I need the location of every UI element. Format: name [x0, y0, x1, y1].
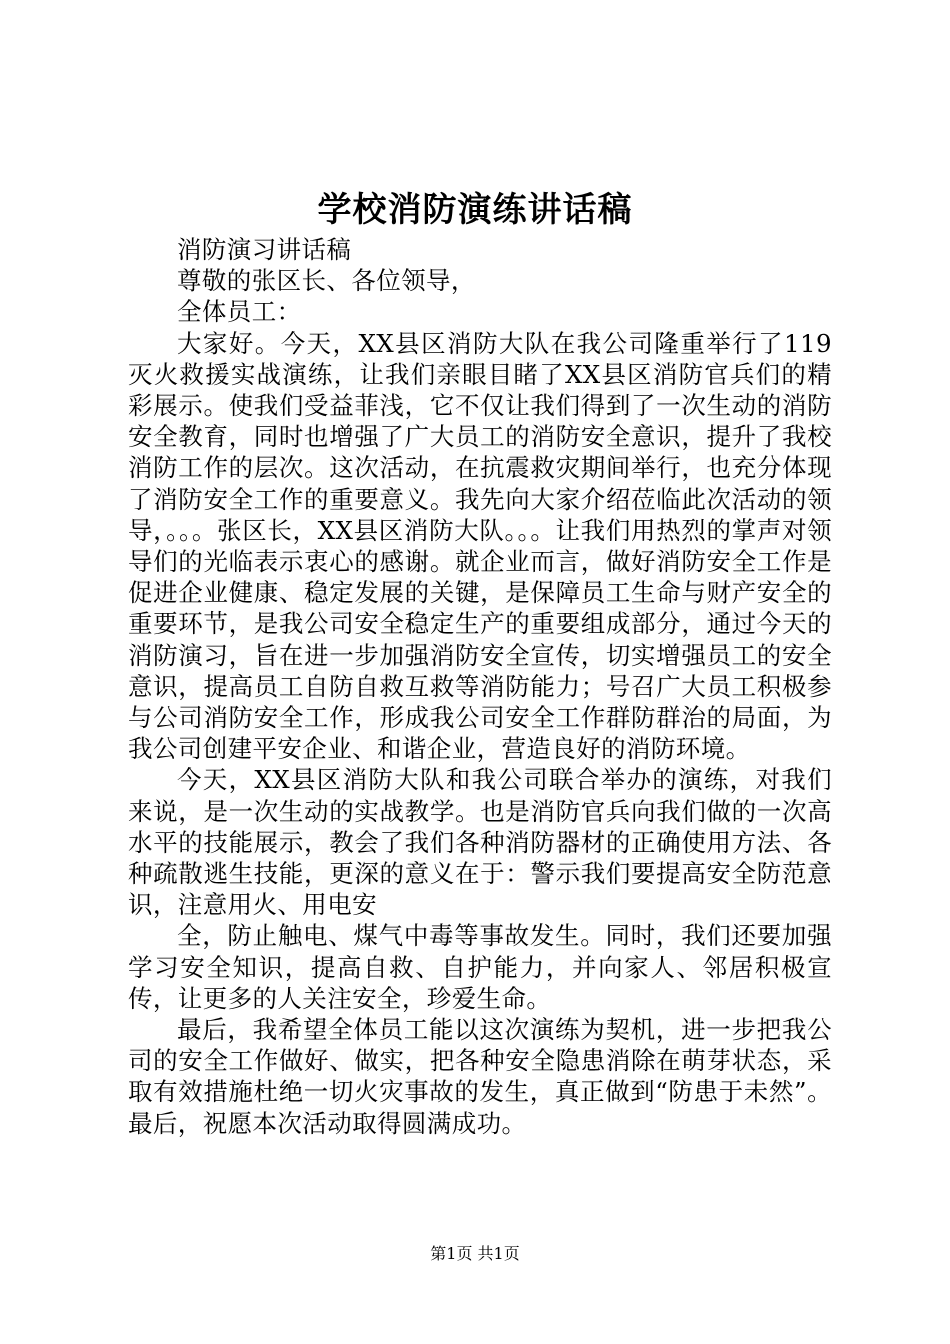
- body-paragraph: 全，防止触电、煤气中毒等事故发生。同时，我们还要加强学习安全知识，提高自救、自护能力，并向家人、邻居积极宣传，让更多的人关注安全，珍爱生命。: [128, 921, 832, 1013]
- body-paragraph: 最后，我希望全体员工能以这次演练为契机，进一步把我公司的安全工作做好、做实，把各种安全隐患消除在萌芽状态，采取有效措施杜绝一切火灾事故的发生，真正做到“防患于未然”。最后，祝愿本次活动取得圆满成功。: [128, 1015, 832, 1138]
- page-number-footer: 第1页 共1页: [430, 1244, 520, 1263]
- document-body: [128, 234, 832, 1139]
- speech-heading: 消防演习讲话稿: [177, 235, 352, 264]
- page-title: 学校消防演练讲话稿: [317, 190, 633, 230]
- body-paragraph: 大家好。今天，XX县区消防大队在我公司隆重举行了119灭火救援实战演练，让我们亲眼目睹了XX县区消防官兵们的精彩展示。使我们受益菲浅，它不仅让我们得到了一次生动的消防安全教育，同时也增强了广大员工的消防安全意识，提升了我校消防工作的层次。这次活动，在抗震救灾期间举行，也充分体现了消防安全工作的重要意义。我先向大家介绍莅临此次活动的领导，。。。张区长，XX县区消防大队。。。让我们用热烈的掌声对领导们的光临表示衷心的感谢。就企业而言，做好消防安全工作是促进企业健康、稳定发展的关键，是保障员工生命与财产安全的重要环节，是我公司安全稳定生产的重要组成部分，通过今天的消防演习，旨在进一步加强消防安全宣传，切实增强员工的安全意识，提高员工自防自救互救等消防能力；号召广大员工积极参与公司消防安全工作，形成我公司安全工作群防群治的局面，为我公司创建平安企业、和谐企业，营造良好的消防环境。: [128, 328, 832, 764]
- salutation-staff: 全体员工：: [177, 297, 302, 327]
- body-paragraph: 今天，XX县区消防大队和我公司联合举办的演练，对我们来说，是一次生动的实战教学。也是消防官兵向我们做的一次高水平的技能展示，教会了我们各种消防器材的正确使用方法、各种疏散逃生技能，更深的意义在于：警示我们要提高安全防范意识，注意用火、用电安: [128, 765, 832, 920]
- salutation-leaders: 尊敬的张区长、各位领导，: [177, 266, 476, 296]
